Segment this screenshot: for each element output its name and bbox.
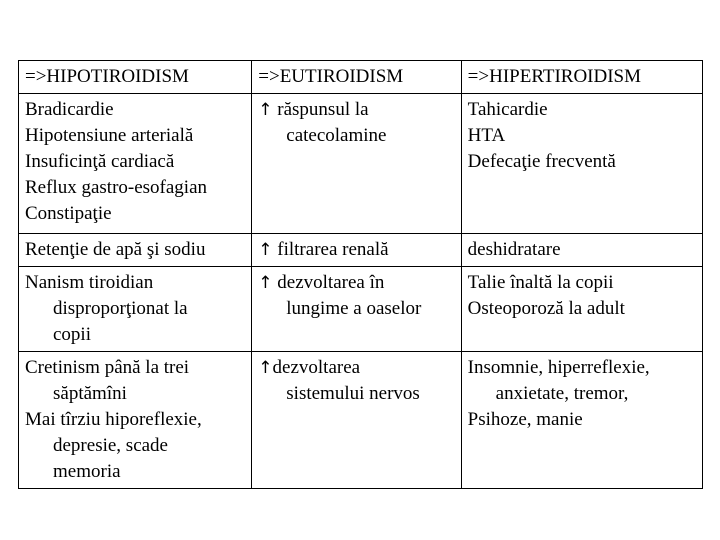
header-row [19, 61, 703, 94]
cell-text: Tahicardie [467, 99, 548, 120]
cell-text: săptămîni [53, 383, 127, 404]
cell-text: disproporţionat la [53, 298, 188, 319]
header-hyperthyroidism: =>HIPERTIROIDISM [461, 61, 702, 94]
table-row [19, 267, 703, 352]
cell-text: deshidratare [467, 239, 561, 260]
up-arrow-icon: ↑ [258, 240, 273, 260]
cell-hyper [461, 267, 702, 352]
cell-text: Psihoze, manie [467, 409, 583, 430]
cell-text: HTA [467, 125, 506, 146]
cell-hyper [461, 234, 702, 267]
cell-text: copii [53, 324, 91, 345]
cell-text: Retenţie de apă şi sodiu [25, 239, 206, 260]
cell-eu [252, 234, 461, 267]
cell-text: sistemului nervos [286, 383, 420, 404]
cell-text: Hipotensiune arterială [25, 125, 194, 146]
cell-eu [252, 352, 461, 489]
cell-text: Mai tîrziu hiporeflexie, [25, 409, 202, 430]
up-arrow-icon: ↑ [258, 100, 273, 120]
cell-text: Nanism tiroidian [25, 272, 154, 293]
cell-text: Reflux gastro-esofagian [25, 177, 208, 198]
cell-eu [252, 94, 461, 234]
cell-text: Cretinism până la trei [25, 357, 190, 378]
cell-text: depresie, scade [53, 435, 168, 456]
cell-hypo [19, 234, 252, 267]
cell-text: catecolamine [286, 125, 387, 146]
cell-eu [252, 267, 461, 352]
cell-text: Constipaţie [25, 203, 112, 224]
cell-text: răspunsul la [277, 99, 369, 120]
cell-hyper [461, 352, 702, 489]
table-row [19, 94, 703, 234]
cell-hypo [19, 94, 252, 234]
cell-text: lungime a oaselor [286, 298, 422, 319]
table-row [19, 234, 703, 267]
thyroid-comparison-table [18, 60, 703, 489]
cell-text: Talie înaltă la copii [467, 272, 614, 293]
cell-text: Bradicardie [25, 99, 114, 120]
cell-text: dezvoltarea [272, 357, 361, 378]
cell-hypo [19, 352, 252, 489]
cell-text: Insomnie, hiperreflexie, [467, 357, 650, 378]
header-euthyroidism: =>EUTIROIDISM [252, 61, 461, 94]
cell-text: Osteoporoză la adult [467, 298, 625, 319]
cell-hyper [461, 94, 702, 234]
up-arrow-icon: ↑ [258, 358, 273, 378]
cell-text: Insuficinţă cardiacă [25, 151, 175, 172]
cell-text: filtrarea renală [277, 239, 389, 260]
up-arrow-icon: ↑ [258, 273, 273, 293]
cell-text: anxietate, tremor, [495, 383, 629, 404]
cell-hypo [19, 267, 252, 352]
cell-text: Defecaţie frecventă [467, 151, 616, 172]
cell-text: memoria [53, 461, 121, 482]
table-row [19, 352, 703, 489]
header-hypothyroidism: =>HIPOTIROIDISM [19, 61, 252, 94]
cell-text: dezvoltarea în [277, 272, 385, 293]
